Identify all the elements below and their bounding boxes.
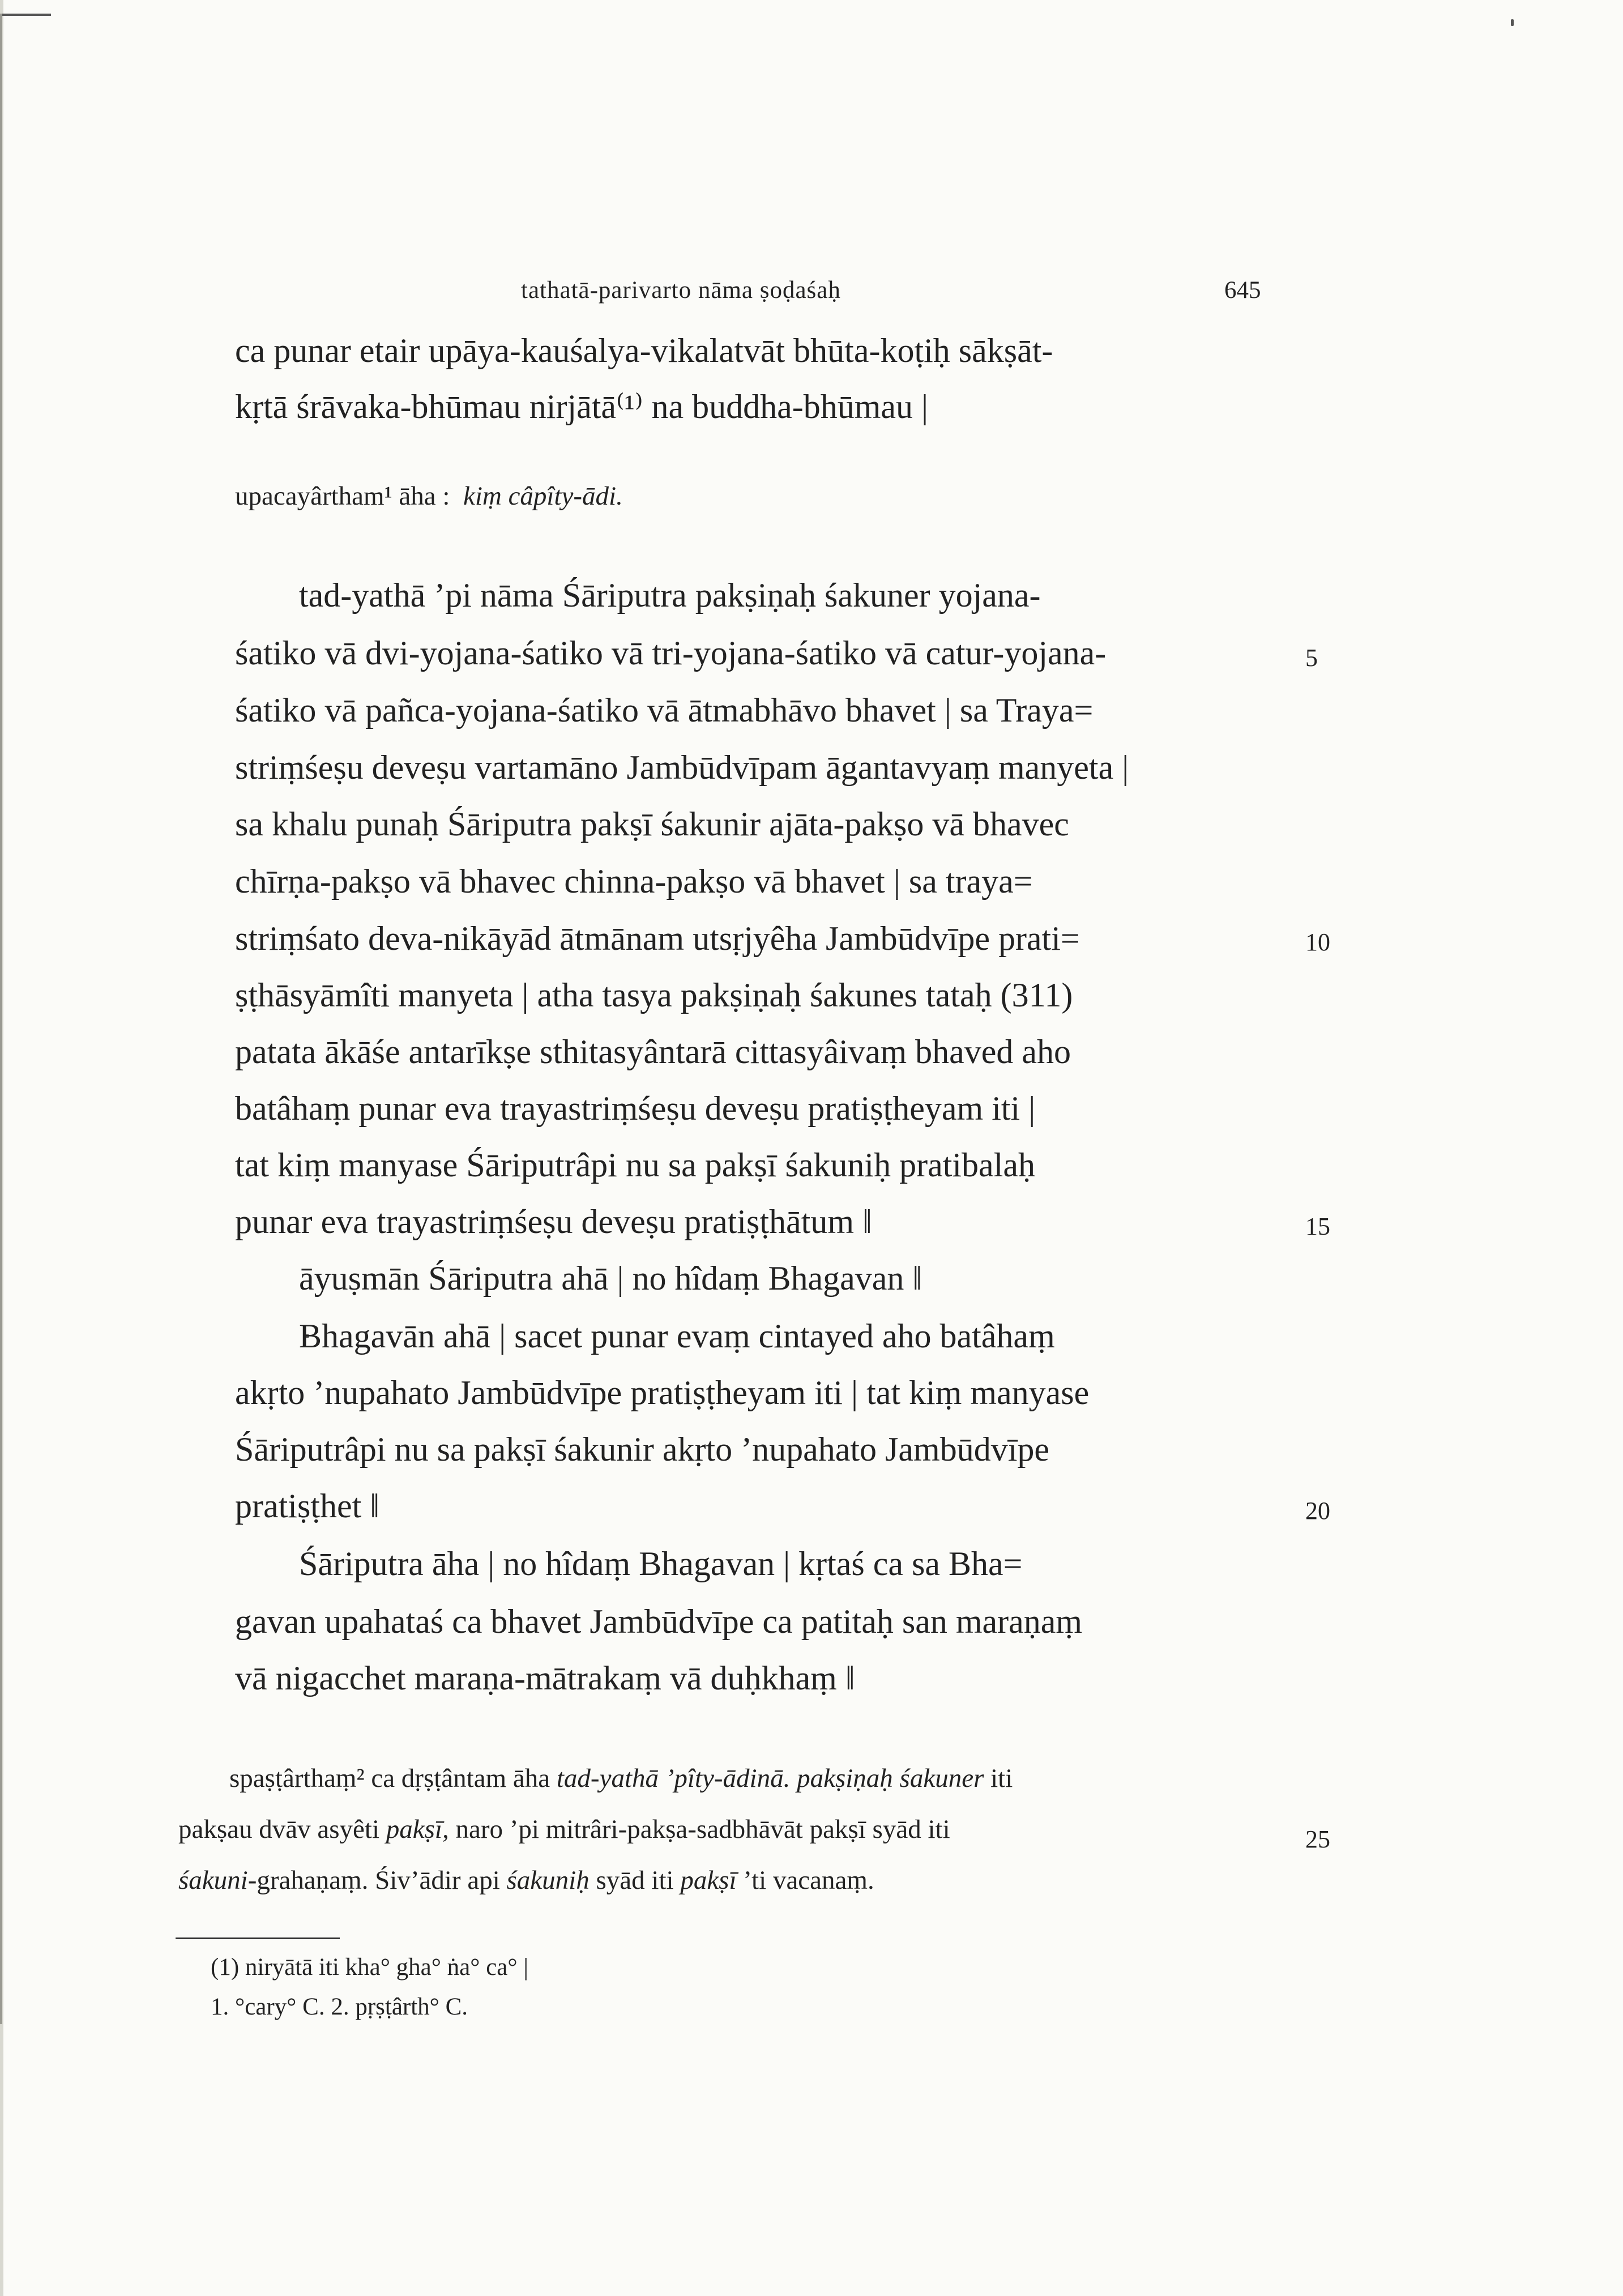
text-line: Śāriputra āha | no hîdaṃ Bhagavan | kṛtaś ca sa Bha= (299, 1545, 1023, 1582)
text-line: ṣṭhāsyāmîti manyeta | atha tasya pakṣiṇaḥ śakunes tataḥ (311) (235, 976, 1073, 1014)
line-number: 25 (1305, 1825, 1330, 1853)
text-line: ca punar etair upāya-kauśalya-vikalatvāt bhūta-koṭiḥ sākṣāt- (235, 332, 1053, 369)
footnote: 1. °cary° C. 2. pṛṣṭârth° C. (211, 1994, 468, 2020)
running-title: tathatā-parivarto nāma ṣoḍaśaḥ (521, 277, 841, 304)
text-line: tat kiṃ manyase Śāriputrâpi nu sa pakṣī śakuniḥ pratibalaḥ (235, 1146, 1035, 1184)
footnote-separator (176, 1937, 340, 1939)
text-line: Śāriputrâpi nu sa pakṣī śakunir akṛto ’nupahato Jambūdvīpe (235, 1431, 1050, 1468)
line-number: 10 (1305, 928, 1330, 956)
line-number: 5 (1305, 644, 1318, 672)
text-line: chīrṇa-pakṣo vā bhavec chinna-pakṣo vā bhavet | sa traya= (235, 863, 1033, 900)
text-line: pratiṣṭhet ‖ (235, 1487, 380, 1525)
scan-corner-mark (0, 14, 51, 16)
commentary-line: upacayârtham¹ āha : kiṃ câpîty-ādi. (235, 481, 623, 511)
scan-speck (1511, 19, 1514, 26)
line-number: 15 (1305, 1213, 1330, 1240)
text-line: śatiko vā dvi-yojana-śatiko vā tri-yojana-śatiko vā catur-yojana- (235, 634, 1107, 672)
line-number: 20 (1305, 1497, 1330, 1525)
text-line: tad-yathā ’pi nāma Śāriputra pakṣiṇaḥ śakuner yojana- (299, 577, 1041, 614)
text-line: gavan upahataś ca bhavet Jambūdvīpe ca patitaḥ san maraṇaṃ (235, 1603, 1083, 1640)
text-line: kṛtā śrāvaka-bhūmau nirjātā⁽¹⁾ na buddha-bhūmau | (235, 388, 929, 425)
footnote: (1) niryātā iti kha° gha° ṅa° ca° | (211, 1954, 528, 1981)
text-line: punar eva trayastriṃśeṣu deveṣu pratiṣṭhātum ‖ (235, 1203, 872, 1240)
text-line: patata ākāśe antarīkṣe sthitasyântarā cittasyâivaṃ bhaved aho (235, 1033, 1071, 1070)
text-line: vā nigacchet maraṇa-mātrakaṃ vā duḥkhaṃ ‖ (235, 1659, 855, 1697)
text-line: batâhaṃ punar eva trayastriṃśeṣu deveṣu pratiṣṭheyam iti | (235, 1090, 1036, 1127)
text-line: sa khalu punaḥ Śāriputra pakṣī śakunir ajāta-pakṣo vā bhavec (235, 805, 1069, 843)
text-line: striṃśeṣu deveṣu vartamāno Jambūdvīpam āgantavyaṃ manyeta | (235, 749, 1129, 786)
commentary-line: spaṣṭârthaṃ² ca dṛṣṭântam āha tad-yathā ’pîty-ādinā. pakṣiṇaḥ śakuner iti (229, 1764, 1013, 1793)
scan-border-line (0, 14, 2, 2024)
page-number: 645 (1224, 277, 1261, 304)
commentary-line: śakuni-grahaṇaṃ. Śiv’ādir api śakuniḥ syād iti pakṣī ’ti vacanaṃ. (178, 1866, 874, 1895)
text-line: āyuṣmān Śāriputra ahā | no hîdaṃ Bhagavan ‖ (299, 1260, 922, 1297)
text-line: akṛto ’nupahato Jambūdvīpe pratiṣṭheyam iti | tat kiṃ manyase (235, 1374, 1090, 1411)
commentary-line: pakṣau dvāv asyêti pakṣī, naro ’pi mitrâri-pakṣa-sadbhāvāt pakṣī syād iti (178, 1815, 950, 1844)
text-line: striṃśato deva-nikāyād ātmānam utsṛjyêha Jambūdvīpe prati= (235, 920, 1080, 957)
text-line: śatiko vā pañca-yojana-śatiko vā ātmabhāvo bhavet | sa Traya= (235, 692, 1094, 729)
text-line: Bhagavān ahā | sacet punar evaṃ cintayed aho batâhaṃ (299, 1317, 1055, 1355)
